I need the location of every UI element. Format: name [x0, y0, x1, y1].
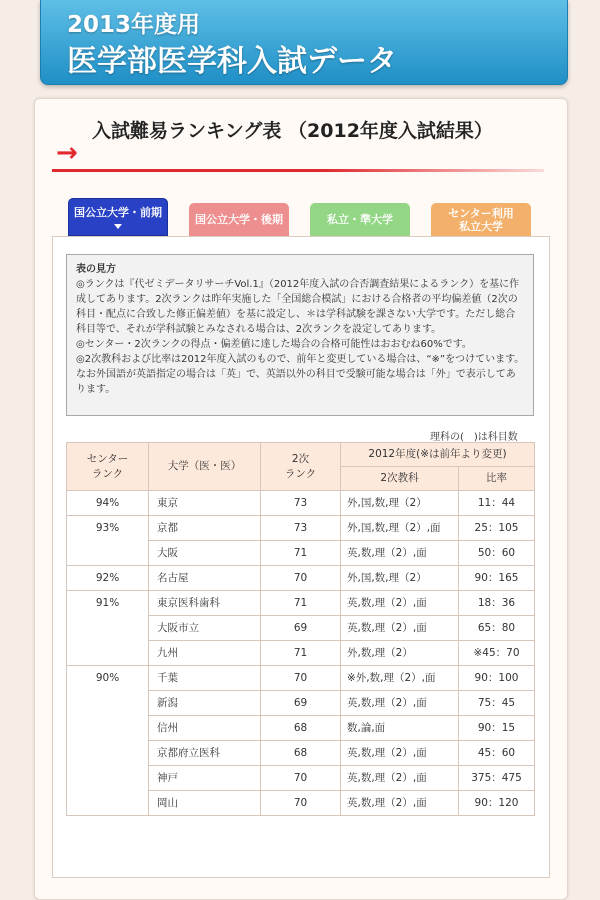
subjects-cell: 英,数,理（2）,面 [341, 766, 459, 791]
university-cell: 京都府立医科 [149, 741, 261, 766]
university-cell: 東京医科歯科 [149, 591, 261, 616]
tab-kokkoritsu-kouki[interactable] [189, 203, 289, 236]
second-rank-cell: 69 [261, 616, 341, 641]
table-row [67, 591, 535, 616]
subjects-cell: 外,国,数,理（2） [341, 491, 459, 516]
ratio-cell: 90：100 [459, 666, 535, 691]
subjects-cell: 外,国,数,理（2） [341, 566, 459, 591]
legend-text-1: ◎ランクは『代ゼミデータリサーチVol.1』（2012年度入試の合否調査結果によるランク）を基に作成してあります。2次ランクは昨年実施した「全国総合模試」における合格者の平均偏差値（2次の科目・配点に合致した修正偏差値）を基に設定し、＊は学科試験を課さない大学です。ただし総合科目等で、それが学科試験とみなされる場合は、2次ランクを設定してあります。 [76, 279, 520, 335]
legend-text-2: ◎センター・2次ランクの得点・偏差値に達した場合の合格可能性はおおむね60%です。 [76, 339, 472, 350]
center-rank-cell: 91% [67, 591, 149, 666]
tab-label-line2: 私立大学 [459, 219, 503, 233]
subjects-cell: 数,論,面 [341, 716, 459, 741]
banner-subtitle: 2013年度用 [67, 12, 201, 38]
tab-label: 国公立大学・前期 [74, 205, 162, 219]
header-ratio: 比率 [459, 467, 535, 491]
second-rank-cell: 71 [261, 591, 341, 616]
subjects-cell: 英,数,理（2）,面 [341, 541, 459, 566]
ratio-cell: 11：44 [459, 491, 535, 516]
second-rank-cell: 68 [261, 741, 341, 766]
subjects-cell: 外,国,数,理（2）,面 [341, 516, 459, 541]
header-year-group: 2012年度(※は前年より変更) [341, 443, 535, 467]
ratio-cell: 375：475 [459, 766, 535, 791]
second-rank-cell: 71 [261, 641, 341, 666]
university-cell: 信州 [149, 716, 261, 741]
tab-label-line1: センター利用 [448, 206, 514, 220]
legend-text-3: ◎2次教科および比率は2012年度入試のもので、前年と変更している場合は、“※”をつけています。なお外国語が英語指定の場合は「英」で、英語以外の科目で受験可能な場合は「外」で表示してあります。 [76, 354, 525, 395]
header-subjects: 2次教科 [341, 467, 459, 491]
center-rank-cell: 92% [67, 566, 149, 591]
science-note: 理科の( )は科目数 [430, 432, 518, 443]
ratio-cell: 65：80 [459, 616, 535, 641]
university-cell: 名古屋 [149, 566, 261, 591]
table-row [67, 491, 535, 516]
ratio-cell: 25：105 [459, 516, 535, 541]
university-cell: 大阪市立 [149, 616, 261, 641]
arrow-icon: → [56, 138, 78, 168]
ratio-cell: 50：60 [459, 541, 535, 566]
header-center-rank: センター ランク [67, 443, 149, 491]
center-rank-cell: 94% [67, 491, 149, 516]
tab-center-shiritsu[interactable] [431, 203, 531, 236]
subjects-cell: 英,数,理（2）,面 [341, 616, 459, 641]
header-banner [40, 0, 568, 85]
second-rank-cell: 70 [261, 566, 341, 591]
page-title: 入試難易ランキング表 （2012年度入試結果） [92, 120, 493, 142]
second-rank-cell: 73 [261, 491, 341, 516]
table-row [67, 666, 535, 691]
ranking-table [66, 442, 535, 816]
ratio-cell: ※45：70 [459, 641, 535, 666]
tab-label: 私立・準大学 [327, 213, 393, 226]
header-university: 大学（医・医） [149, 443, 261, 491]
ratio-cell: 75：45 [459, 691, 535, 716]
tab-shiritsu[interactable] [310, 203, 410, 236]
subjects-cell: 英,数,理（2）,面 [341, 591, 459, 616]
title-underline [52, 169, 544, 172]
subjects-cell: 英,数,理（2）,面 [341, 791, 459, 816]
banner-title: 医学部医学科入試データ [67, 44, 397, 79]
ratio-cell: 18：36 [459, 591, 535, 616]
subjects-cell: 英,数,理（2）,面 [341, 691, 459, 716]
caret-down-icon [114, 224, 122, 229]
subjects-cell: 英,数,理（2）,面 [341, 741, 459, 766]
ratio-cell: 45：60 [459, 741, 535, 766]
second-rank-cell: 71 [261, 541, 341, 566]
second-rank-cell: 70 [261, 666, 341, 691]
tab-label: 国公立大学・後期 [195, 213, 283, 226]
second-rank-cell: 70 [261, 791, 341, 816]
center-rank-cell: 90% [67, 666, 149, 816]
second-rank-cell: 70 [261, 766, 341, 791]
university-cell: 千葉 [149, 666, 261, 691]
university-cell: 東京 [149, 491, 261, 516]
table-row [67, 516, 535, 541]
subjects-cell: 外,数,理（2） [341, 641, 459, 666]
second-rank-cell: 69 [261, 691, 341, 716]
second-rank-cell: 73 [261, 516, 341, 541]
legend-title: 表の見方 [76, 264, 116, 275]
university-cell: 岡山 [149, 791, 261, 816]
legend-box [66, 254, 534, 416]
university-cell: 新潟 [149, 691, 261, 716]
university-cell: 九州 [149, 641, 261, 666]
ratio-cell: 90：15 [459, 716, 535, 741]
table-row [67, 566, 535, 591]
tab-kokkoritsu-zenki[interactable] [68, 198, 168, 236]
header-second-rank: 2次 ランク [261, 443, 341, 491]
university-cell: 大阪 [149, 541, 261, 566]
ratio-cell: 90：120 [459, 791, 535, 816]
subjects-cell: ※外,数,理（2）,面 [341, 666, 459, 691]
center-rank-cell: 93% [67, 516, 149, 566]
table-body [67, 491, 535, 816]
university-cell: 神戸 [149, 766, 261, 791]
ratio-cell: 90：165 [459, 566, 535, 591]
second-rank-cell: 68 [261, 716, 341, 741]
university-cell: 京都 [149, 516, 261, 541]
